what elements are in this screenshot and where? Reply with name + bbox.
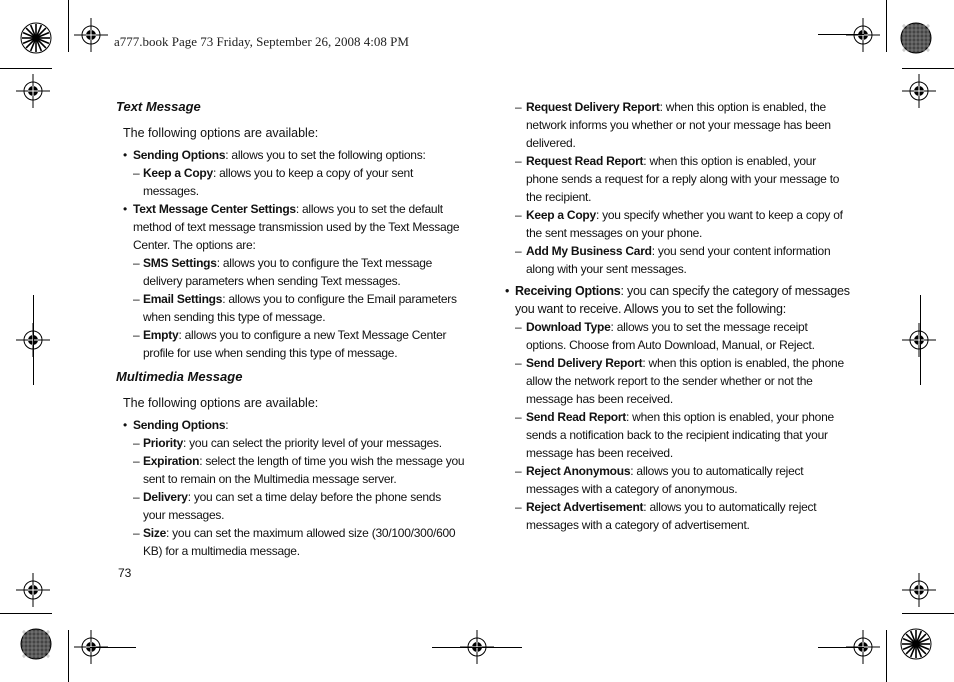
dash-mark: – bbox=[515, 100, 522, 114]
page-number: 73 bbox=[118, 566, 132, 580]
dash-mark: – bbox=[515, 500, 522, 514]
option-desc: : when this option is enabled, your phone sends a notification back to the recipient indicating that your message has been received. bbox=[526, 410, 834, 460]
sub-item bbox=[505, 462, 850, 498]
option-desc: : allows you to configure a new Text Message Center profile for use when sending this type of message. bbox=[143, 328, 447, 360]
option-term: Receiving Options bbox=[515, 284, 621, 298]
text-message-heading: Text Message bbox=[116, 99, 201, 114]
sub-item bbox=[116, 254, 466, 290]
option-desc: : you can select the priority level of your messages. bbox=[183, 436, 442, 450]
option-term: Size bbox=[143, 526, 167, 540]
crop-line bbox=[33, 295, 34, 385]
crop-line bbox=[0, 68, 52, 69]
sub-item bbox=[116, 452, 466, 488]
bullet-item bbox=[116, 416, 466, 434]
option-term: Email Settings bbox=[143, 292, 223, 306]
option-desc: : you send your content information along with your sent messages. bbox=[526, 244, 831, 276]
option-term: Request Delivery Report bbox=[526, 100, 660, 114]
option-term: Sending Options bbox=[133, 148, 226, 162]
option-desc: : allows you to automatically reject messages with a category of advertisement. bbox=[526, 500, 817, 532]
option-term: Sending Options bbox=[133, 418, 226, 432]
option-desc: : allows you to configure the Text message delivery parameters when sending Text messages. bbox=[143, 256, 433, 288]
color-target-icon bbox=[20, 628, 52, 660]
option-desc: : you can set the maximum allowed size (30/100/300/600 KB) for a multimedia message. bbox=[143, 526, 456, 558]
color-target-icon bbox=[900, 22, 932, 54]
dash-mark: – bbox=[515, 320, 522, 334]
bullet-mark: • bbox=[123, 148, 127, 162]
option-desc: : select the length of time you wish the message you sent to remain on the Multimedia message server. bbox=[143, 454, 465, 486]
crop-line bbox=[0, 613, 52, 614]
dash-mark: – bbox=[515, 154, 522, 168]
registration-mark-icon bbox=[846, 18, 880, 52]
option-term: Expiration bbox=[143, 454, 200, 468]
option-desc: : you can set a time delay before the phone sends your messages. bbox=[143, 490, 441, 522]
option-term: Send Delivery Report bbox=[526, 356, 643, 370]
crop-line bbox=[920, 295, 921, 385]
option-term: Empty bbox=[143, 328, 179, 342]
sub-item bbox=[505, 242, 850, 278]
color-target-icon bbox=[900, 628, 932, 660]
option-term: Priority bbox=[143, 436, 184, 450]
sub-item bbox=[116, 524, 466, 560]
sub-item bbox=[505, 408, 850, 462]
dash-mark: – bbox=[133, 256, 140, 270]
crop-line bbox=[68, 0, 69, 52]
crop-line bbox=[68, 630, 69, 682]
crop-line bbox=[902, 613, 954, 614]
option-desc: : allows you to set the following options: bbox=[225, 148, 426, 162]
crop-line bbox=[886, 0, 887, 52]
registration-mark-icon bbox=[902, 323, 936, 357]
multimedia-message-heading: Multimedia Message bbox=[116, 369, 243, 384]
sub-item bbox=[116, 326, 466, 362]
dash-mark: – bbox=[133, 490, 140, 504]
dash-mark: – bbox=[133, 526, 140, 540]
dash-mark: – bbox=[515, 244, 522, 258]
registration-mark-icon bbox=[16, 573, 50, 607]
multimedia-message-intro: The following options are available: bbox=[123, 396, 319, 410]
sub-item bbox=[116, 434, 466, 452]
crop-line bbox=[818, 647, 864, 648]
sub-item bbox=[505, 152, 850, 206]
text-message-intro: The following options are available: bbox=[123, 126, 319, 140]
bullet-item bbox=[116, 146, 466, 164]
option-desc: : allows you to set the default method of text message transmission used by the Text Message Center. The options are: bbox=[133, 202, 460, 252]
option-desc: : allows you to configure the Email parameters when sending this type of message. bbox=[143, 292, 457, 324]
bullet-mark: • bbox=[123, 418, 127, 432]
crop-line bbox=[90, 647, 136, 648]
option-term: Add My Business Card bbox=[526, 244, 652, 258]
option-term: Delivery bbox=[143, 490, 188, 504]
registration-mark-icon bbox=[902, 573, 936, 607]
option-term: SMS Settings bbox=[143, 256, 217, 270]
crop-line bbox=[902, 68, 954, 69]
sub-item bbox=[505, 98, 850, 152]
dash-mark: – bbox=[515, 464, 522, 478]
option-term: Download Type bbox=[526, 320, 611, 334]
option-desc: : you specify whether you want to keep a copy of the sent messages on your phone. bbox=[526, 208, 843, 240]
option-desc: : when this option is enabled, the network informs you whether or not your message has been delivered. bbox=[526, 100, 831, 150]
option-term: Reject Advertisement bbox=[526, 500, 644, 514]
sub-item bbox=[116, 290, 466, 326]
option-desc: : allows you to set the message receipt options. Choose from Auto Download, Manual, or Reject. bbox=[526, 320, 815, 352]
left-column bbox=[116, 98, 466, 560]
option-desc: : allows you to automatically reject messages with a category of anonymous. bbox=[526, 464, 804, 496]
color-target-icon bbox=[20, 22, 52, 54]
sub-item bbox=[505, 206, 850, 242]
dash-mark: – bbox=[133, 166, 140, 180]
dash-mark: – bbox=[515, 410, 522, 424]
option-desc: : bbox=[225, 418, 229, 432]
bullet-item bbox=[116, 200, 466, 254]
registration-mark-icon bbox=[74, 18, 108, 52]
option-term: Request Read Report bbox=[526, 154, 644, 168]
sub-item bbox=[505, 354, 850, 408]
dash-mark: – bbox=[133, 292, 140, 306]
option-desc: : when this option is enabled, your phone sends a request for a reply along with your message to the recipient. bbox=[526, 154, 840, 204]
sub-item bbox=[505, 498, 850, 534]
dash-mark: – bbox=[133, 328, 140, 342]
option-term: Reject Anonymous bbox=[526, 464, 631, 478]
dash-mark: – bbox=[515, 208, 522, 222]
dash-mark: – bbox=[133, 454, 140, 468]
right-column bbox=[505, 98, 850, 534]
print-header-line: a777.book Page 73 Friday, September 26, 2008 4:08 PM bbox=[114, 34, 409, 49]
sub-item bbox=[116, 488, 466, 524]
option-desc: : you can specify the category of messages you want to receive. Allows you to set the following: bbox=[515, 284, 850, 316]
dash-mark: – bbox=[133, 436, 140, 450]
crop-line bbox=[432, 647, 522, 648]
bullet-mark: • bbox=[123, 202, 127, 216]
bullet-mark: • bbox=[505, 284, 510, 298]
crop-line bbox=[818, 34, 864, 35]
sub-item bbox=[505, 318, 850, 354]
bullet-item bbox=[505, 282, 850, 318]
crop-line bbox=[886, 630, 887, 682]
option-desc: : when this option is enabled, the phone allow the network report to the sender whether or not the message has been received. bbox=[526, 356, 844, 406]
option-term: Text Message Center Settings bbox=[133, 202, 296, 216]
option-term: Send Read Report bbox=[526, 410, 627, 424]
registration-mark-icon bbox=[16, 74, 50, 108]
sub-item bbox=[116, 164, 466, 200]
option-desc: : allows you to keep a copy of your sent messages. bbox=[143, 166, 414, 198]
dash-mark: – bbox=[515, 356, 522, 370]
registration-mark-icon bbox=[902, 74, 936, 108]
option-term: Keep a Copy bbox=[143, 166, 213, 180]
option-term: Keep a Copy bbox=[526, 208, 596, 222]
